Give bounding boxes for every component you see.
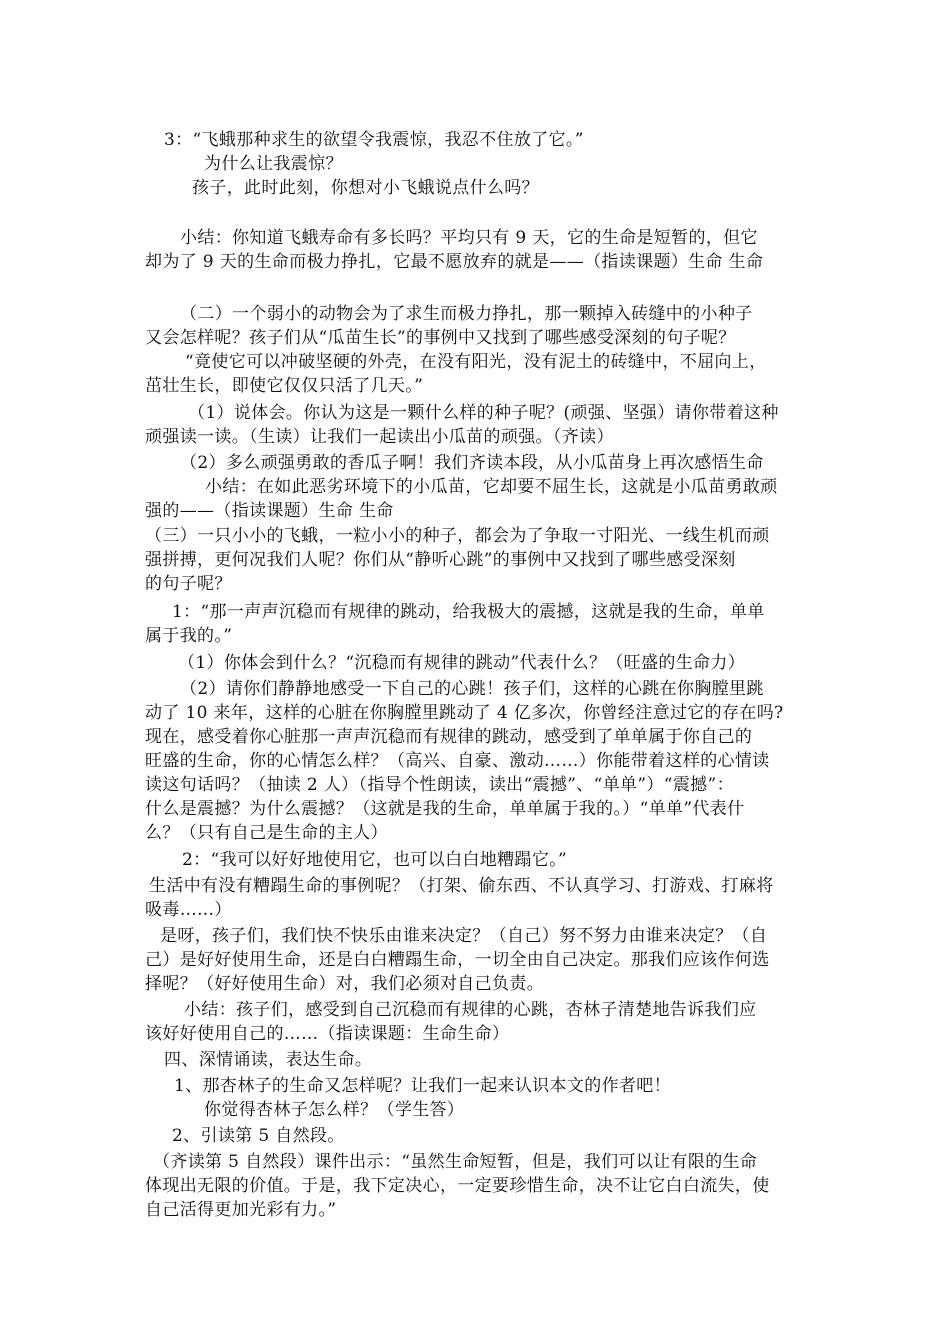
text-line: 小结：在如此恶劣环境下的小瓜苗，它却要不屈生长，这就是小瓜苗勇敢顽 [205, 477, 778, 497]
text-line: 该好好使用自己的……（指读课题：生命生命） [145, 1024, 510, 1044]
text-line: （2）多么顽强勇敢的香瓜子啊！我们齐读本段，从小瓜苗身上再次感悟生命 [180, 453, 764, 473]
text-line: 强的——（指读课题）生命 生命 [145, 501, 394, 521]
text-line: 吸毒……） [145, 900, 232, 920]
text-line: （齐读第 5 自然段）课件出示：“虽然生命短暂，但是，我们可以让有限的生命 [153, 1152, 758, 1172]
text-line: 属于我的。” [145, 626, 233, 646]
text-line: 又会怎样呢？孩子们从“瓜苗生长”的事例中又找到了哪些感受深刻的句子呢？ [145, 328, 736, 348]
text-line: 动了 10 来年，这样的心脏在你胸膛里跳动了 4 亿多次，你曾经注意过它的存在吗? [145, 703, 784, 723]
text-line: 顽强读一读。（生读）让我们一起读出小瓜苗的顽强。（齐读） [145, 427, 614, 447]
text-line: 择呢？（好好使用生命）对，我们必须对自己负责。 [145, 974, 545, 994]
text-line: 为什么让我震惊？ [204, 154, 343, 174]
text-line: 孩子，此时此刻，你想对小飞蛾说点什么吗？ [192, 178, 539, 198]
text-line: 却为了 9 天的生命而极力挣扎，它最不愿放弃的就是——（指读课题）生命 生命 [145, 252, 764, 272]
text-line: 1、那杏林子的生命又怎样呢？让我们一起来认识本文的作者吧！ [174, 1076, 671, 1096]
text-line: 2、引读第 5 自然段。 [172, 1126, 345, 1146]
text-line: 生活中有没有糟蹋生命的事例呢？（打架、偷东西、不认真学习、打游戏、打麻将 [149, 876, 774, 896]
text-line: 现在，感受着你心脏那一声声沉稳而有规律的跳动，感受到了单单属于你自己的 [145, 727, 753, 747]
text-line: （1）你体会到什么？“沉稳而有规律的跳动”代表什么？（旺盛的生命力） [178, 653, 746, 673]
text-line: 强拼搏，更何况我们人呢？你们从“静听心跳”的事例中又找到了哪些感受深刻 [145, 550, 736, 570]
text-line: 的句子呢？ [145, 574, 232, 594]
text-line: 茁壮生长，即使它仅仅只活了几天。” [145, 376, 424, 396]
text-line: （1）说体会。你认为这是一颗什么样的种子呢？(顽强、坚强）请你带着这种 [188, 403, 779, 423]
text-line: 2：“我可以好好地使用它，也可以白白地糟蹋它。” [182, 850, 568, 870]
text-line: 小结：你知道飞蛾寿命有多长吗？平均只有 9 天，它的生命是短暂的，但它 [180, 228, 758, 248]
text-line: 什么是震撼？为什么震撼？（这就是我的生命，单单属于我的。）“单单”代表什 [145, 799, 745, 819]
text-line: “竟使它可以冲破坚硬的外壳，在没有阳光，没有泥土的砖缝中，不屈向上， [185, 352, 767, 372]
text-line: （三）一只小小的飞蛾，一粒小小的种子，都会为了争取一寸阳光、一线生机而顽 [145, 526, 770, 546]
text-line: 旺盛的生命，你的心情怎么样？（高兴、自豪、激动……）你能带着这样的心情读 [145, 751, 770, 771]
text-line: 自己活得更加光彩有力。” [145, 1200, 337, 1220]
text-line: 小结：孩子们，感受到自己沉稳而有规律的心跳，杏林子清楚地告诉我们应 [184, 1000, 757, 1020]
text-line: 3：“飞蛾那种求生的欲望令我震惊，我忍不住放了它。” [164, 130, 584, 150]
text-line: 你觉得杏林子怎么样？（学生答） [204, 1100, 465, 1120]
text-line: 是呀，孩子们，我们快不快乐由谁来决定？（自己）努不努力由谁来决定？（自 [160, 926, 768, 946]
text-line: 1：“那一声声沉稳而有规律的跳动，给我极大的震撼，这就是我的生命，单单 [172, 602, 765, 622]
text-line: 四、深情诵读，表达生命。 [164, 1050, 373, 1070]
text-line: 己）是好好使用生命，还是白白糟蹋生命，一切全由自己决定。那我们应该作何选 [145, 950, 770, 970]
text-line: （2）请你们静静地感受一下自己的心跳！孩子们，这样的心跳在你胸膛里跳 [180, 679, 764, 699]
text-line: 读这句话吗？（抽读 2 人）（指导个性朗读，读出“震撼”、“单单”）“震撼”： [145, 775, 734, 795]
text-line: 么？（只有自己是生命的主人） [145, 823, 388, 843]
text-line: 体现出无限的价值。于是，我下定决心，一定要珍惜生命，决不让它白白流失，使 [145, 1176, 770, 1196]
text-line: （二）一个弱小的动物会为了求生而极力挣扎，那一颗掉入砖缝中的小种子 [180, 304, 753, 324]
